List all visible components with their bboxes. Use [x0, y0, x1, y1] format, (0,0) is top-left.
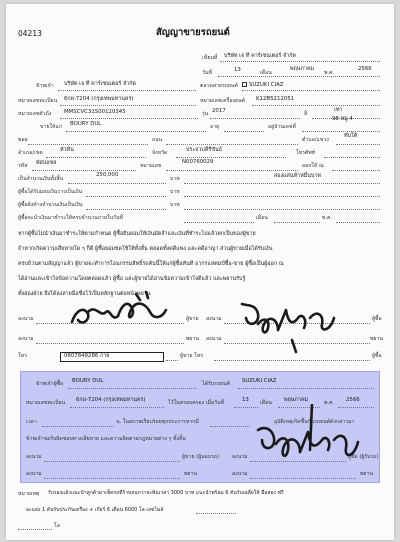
- date-year: 2566: [358, 66, 372, 72]
- receipt-received-line: [238, 388, 374, 389]
- seller-phone-line: [214, 360, 370, 361]
- transfer-month-line: [274, 222, 320, 223]
- phone-label: โทรศัพท์: [296, 150, 316, 156]
- road-label: ถนน: [152, 137, 163, 143]
- footer-note-line-3: โล: [54, 523, 60, 529]
- receipt-month-label: เดือน: [260, 400, 272, 406]
- address-label: อยู่บ้านเลขที่: [268, 124, 296, 130]
- receipt-buyer-name: BOURY DUL: [72, 378, 104, 384]
- buyer-name: BOURY DUL: [70, 121, 102, 127]
- receipt-buyer-role: ผู้ซื้อ (ผู้รับรถ): [348, 454, 379, 460]
- chassis-line: [60, 118, 198, 119]
- receipt-responsibility-text: ข้าพเจ้าขอรับผิดชอบทางเสียหาย และความผิดตามกฎหมายต่าง ๆ ทั้งสิ้น: [26, 436, 186, 442]
- receipt-witness-1-role: พยาน: [184, 471, 197, 477]
- subdistrict-label: ตำบล/แขวง: [302, 137, 329, 143]
- trademark-line: [242, 90, 380, 91]
- model-year-line: [210, 118, 300, 119]
- receipt-sign-label-witness-2: ลงนาม: [232, 471, 248, 477]
- age-label: อายุ: [210, 124, 220, 130]
- terms-line-4: ได้อ่านและเข้าใจข้อความโดยตลอดแล้ว ผู้ซื้อ และผู้ขายได้อ่านข้อความเข้าใจดีแล้ว และพยานรับรู้: [18, 276, 246, 282]
- receipt-witness-1-line: [44, 478, 180, 479]
- age-line: [224, 131, 264, 132]
- terms-line-1: หากผู้ซื้อไม่นำเงินมาชำระให้ตามกำหนด ผู้ซื้อยินยอมให้เงินมัดจำและเงินที่ชำระไปแล้วตกเป็นของผู้ขาย: [18, 231, 256, 237]
- engine-value: K12B5212051: [256, 96, 295, 102]
- contact-phone: 0807848286 กาย: [64, 353, 110, 359]
- receipt-witness-2-role: พยาน: [360, 471, 373, 477]
- balance-line: [86, 209, 166, 210]
- transfer-day-line: [184, 222, 254, 223]
- written-at-label: เขียนที่: [202, 55, 218, 61]
- price-text: สองแสนห้าหมื่นบาท: [274, 173, 321, 179]
- date-line: [218, 76, 380, 77]
- buyer-role: ผู้ซื้อ: [372, 316, 382, 322]
- date-day: 13: [234, 67, 241, 73]
- receipt-plate-label: หมายเลขทะเบียน: [26, 400, 66, 406]
- receipt-plate-line: [70, 407, 164, 408]
- subdistrict-line: [336, 144, 380, 145]
- balance-label: ผู้ซื้อยังค้างจำนวนเงินเป็นเงิน: [18, 202, 83, 208]
- receipt-month: พฤษภาคม: [284, 397, 309, 403]
- phone-row-line: [166, 360, 178, 361]
- receipt-condition-line: [210, 426, 250, 427]
- written-at-line: [220, 61, 380, 62]
- date-month: พฤษภาคม: [290, 66, 315, 72]
- seller-phone-label: ผู้ขาย โทร: [180, 353, 204, 359]
- sign-label-seller: ลงนาม: [18, 316, 34, 322]
- sign-label-witness-2: ลงนาม: [206, 336, 222, 342]
- receipt-time-label: เวลา: [26, 419, 37, 425]
- terms-line-2: ถ้าหากเกิดความเสียหายใด ๆ ก็ดี ผู้ซื้อยอมชดใช้ให้ทั้งสิ้น ตลอดทั้งคดีแพ่ง และคดีอาญา ส่วนผู้ขายเมื่อได้รับเงิน: [18, 246, 273, 252]
- soi-line: [28, 144, 148, 145]
- car-model: [242, 82, 283, 88]
- receipt-condition-text: น. ในสภาพเรียบร้อยทุกประการหากมี: [116, 419, 199, 425]
- postcode-value: พัสบ่อซล: [36, 160, 57, 166]
- deposit-baht: บาท: [170, 189, 180, 195]
- date-day-label: วันที่: [202, 70, 212, 76]
- seller-name: บริษัท เจ ที คาร์เซนเตอร์ จำกัด: [64, 81, 136, 87]
- witness-1-line: [36, 343, 184, 344]
- price-text-line: [184, 183, 380, 184]
- receipt-time-line: [42, 426, 114, 427]
- price-value: 250,000: [96, 172, 119, 178]
- province-line: [176, 157, 286, 158]
- engine-line: [252, 105, 380, 106]
- district-label: อำเภอ/เขต: [18, 150, 43, 156]
- id-line: [166, 170, 298, 171]
- deposit-label: ผู้ซื้อได้รับมอบเงินวางเป็นเงิน: [18, 189, 83, 195]
- color-value: เทา: [334, 107, 343, 113]
- model-year-label: รุ่น: [202, 111, 209, 117]
- terms-line-5: ทั้งสองฝ่าย จึงได้ลงลายมือชื่อไว้เป็นหลักฐานต่อหน้าพยาน: [18, 291, 151, 297]
- receipt-sign-label-seller: ลงนาม: [26, 454, 42, 460]
- postcode-line: [32, 170, 136, 171]
- footer-note-label: หมายเหตุ: [18, 491, 40, 497]
- id-label: หมายเลข: [140, 163, 162, 169]
- province-value: ประจวบคีรีขันธ์: [186, 147, 222, 153]
- transfer-label: ผู้ซื้อจะนำเงินมาชำระให้ครบจำนวนภายในวันที่: [18, 215, 123, 221]
- receipt-witness-2-line: [250, 478, 356, 479]
- engine-label: หมายเลขเครื่องยนต์: [200, 98, 245, 104]
- date-month-label: เดือน: [260, 70, 272, 76]
- buyer-phone-role: ผู้ซื้อ: [372, 353, 382, 359]
- date-year-label: พ.ศ.: [324, 70, 335, 76]
- model-year-value: 2017: [212, 108, 226, 114]
- car-model-text: SUZUKI CIAZ: [249, 82, 284, 88]
- receipt-seller-role: ผู้ขาย (ผู้มอบรถ): [182, 454, 220, 460]
- trademark-label: ตลาดสายรถยนต์: [200, 83, 238, 89]
- receipt-plate-value: 6กย-7204 (กรุงเทพมหานคร): [76, 397, 146, 403]
- contract-page: [6, 4, 394, 540]
- district-line: [46, 157, 146, 158]
- receipt-buyer-label: ข้าพเจ้าผู้ซื้อ: [36, 381, 64, 387]
- deposit-text-line: [184, 196, 380, 197]
- soi-label: ซอย: [18, 137, 28, 143]
- transfer-year-label: พ.ศ.: [322, 215, 333, 221]
- chassis-label: หมายเลขตัวถัง: [18, 111, 52, 117]
- sign-label-witness-1: ลงนาม: [18, 336, 34, 342]
- terms-line-3: ครบถ้วนตามสัญญาแล้ว ผู้ขายจะทำการโอนกรรมสิทธิ์รถคันนี้ให้แก่ผู้ซื้อทันที อากรแสตมป์ซื้อ-ขาย ผู้ซื้อเป็นผู้ออก ณ: [18, 261, 284, 267]
- buyer-handwritten-signature: [234, 296, 354, 354]
- deposit-line: [86, 196, 166, 197]
- receipt-seller-sign-line: [44, 461, 180, 462]
- plate-line: [60, 105, 196, 106]
- document-number: 04213: [18, 29, 42, 38]
- receipt-sign-label-witness-1: ลงนาม: [26, 471, 42, 477]
- price-label: เป็นจำนวนเงินทั้งสิ้น: [18, 176, 64, 182]
- receipt-received-model: SUZUKI CIAZ: [242, 378, 277, 384]
- transfer-year-line: [336, 222, 380, 223]
- document-title: สัญญาขายรถยนต์: [156, 27, 230, 38]
- receipt-accident-text: อุบัติเหตุเกิดขึ้นกับรถยนต์ดังกล่าวมา: [274, 419, 355, 425]
- balance-baht: บาท: [170, 202, 180, 208]
- plate-label: หมายเลขทะเบียน: [18, 98, 58, 104]
- sign-label-buyer: ลงนาม: [206, 316, 222, 322]
- footer-mileage-line: [196, 513, 236, 514]
- district-value: หัวหิน: [60, 147, 74, 153]
- subdistrict-value: ทับใต้: [344, 133, 358, 139]
- seller-label: ข้าพเจ้า: [36, 83, 54, 89]
- receipt-date-label: ไว้ในครอบครอง เมื่อวันที่: [168, 400, 225, 406]
- written-at-value: บริษัท เจ ที คาร์เซนเตอร์ จำกัด: [224, 53, 296, 59]
- house-number: 98 หมู่ 4: [332, 116, 353, 122]
- phone-row-label: โทร: [18, 353, 27, 359]
- trademark-checkbox: [242, 82, 247, 87]
- transfer-month-label: เดือน: [256, 215, 268, 221]
- chassis-value: MMSCVC31S00120345: [64, 109, 126, 115]
- plate-value: 6กย-7204 (กรุงเทพมหานคร): [64, 96, 134, 102]
- road-line: [166, 144, 298, 145]
- footer-note-text: รับรองแล้วแนะนำลูกค้ามาเช็ครถที่ร้านจนกว่าจะพ้นเวลา 3000 บาท แนะนำพร้อม 6 คันรับเฉลี่ยให้ มือสอง ฟรี: [48, 490, 284, 496]
- receipt-buyer-line: [68, 388, 196, 389]
- price-line: [68, 183, 166, 184]
- receipt-handwritten-signature: [252, 404, 372, 476]
- phone-line: [324, 157, 380, 158]
- postcode-label: รหัส: [18, 163, 28, 169]
- footer-extra-line: [18, 529, 52, 530]
- receipt-received-label: ได้รับรถยนต์: [202, 381, 230, 387]
- footer-note-line-2: อะแล่ง 1 คันรับประกันเครื่อง + เกียร์ 6 เดือน 6000 โล เลขไมล์: [26, 507, 164, 513]
- price-baht: บาท: [170, 176, 180, 182]
- seller-role: ผู้ขาย: [186, 316, 199, 322]
- color-label: สี: [304, 111, 308, 117]
- buyer-label: ขายให้แก่: [40, 124, 62, 130]
- seller-handwritten-signature: [66, 282, 176, 334]
- receipt-day: 13: [242, 397, 249, 403]
- address-line: [302, 131, 380, 132]
- issued-line: [332, 170, 380, 171]
- witness-2-role: พยาน: [370, 336, 383, 342]
- seller-line: [58, 90, 196, 91]
- balance-text-line: [184, 209, 380, 210]
- id-value: N00760029: [182, 159, 214, 165]
- receipt-year: 2566: [346, 397, 360, 403]
- province-label: จังหวัด: [152, 150, 168, 156]
- issued-label: ออกให้ ณ: [302, 163, 324, 169]
- receipt-sign-label-buyer: ลงนาม: [232, 454, 248, 460]
- receipt-year-label: พ.ศ.: [324, 400, 335, 406]
- buyer-line: [66, 131, 206, 132]
- witness-1-role: พยาน: [186, 336, 199, 342]
